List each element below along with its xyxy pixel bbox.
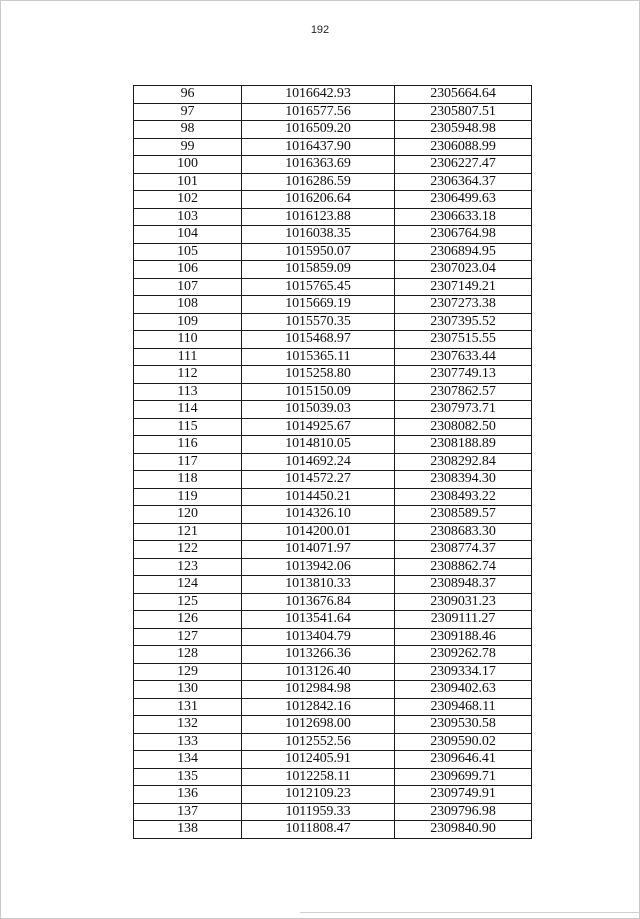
table-row [134,453,532,471]
y-coordinate-cell: 2308774.37 [395,541,532,559]
table-row [134,138,532,156]
point-number-cell: 103 [134,208,242,226]
point-number-cell: 110 [134,331,242,349]
x-coordinate-cell: 1015570.35 [242,313,395,331]
x-coordinate-cell: 1012984.98 [242,681,395,699]
table-row [134,733,532,751]
coordinates-table [133,85,532,839]
y-coordinate-cell: 2309334.17 [395,663,532,681]
y-coordinate-cell: 2308862.74 [395,558,532,576]
y-coordinate-cell: 2309188.46 [395,628,532,646]
table-row [134,541,532,559]
y-coordinate-cell: 2305664.64 [395,86,532,104]
y-coordinate-cell: 2307749.13 [395,366,532,384]
table-row [134,523,532,541]
y-coordinate-cell: 2307973.71 [395,401,532,419]
x-coordinate-cell: 1011959.33 [242,803,395,821]
table-row [134,436,532,454]
table-row [134,663,532,681]
table-row [134,191,532,209]
point-number-cell: 108 [134,296,242,314]
x-coordinate-cell: 1012109.23 [242,786,395,804]
point-number-cell: 134 [134,751,242,769]
table-row [134,751,532,769]
point-number-cell: 119 [134,488,242,506]
y-coordinate-cell: 2308292.84 [395,453,532,471]
x-coordinate-cell: 1012842.16 [242,698,395,716]
y-coordinate-cell: 2306764.98 [395,226,532,244]
x-coordinate-cell: 1011808.47 [242,821,395,839]
table-row [134,401,532,419]
point-number-cell: 131 [134,698,242,716]
table-row [134,821,532,839]
x-coordinate-cell: 1015150.09 [242,383,395,401]
x-coordinate-cell: 1015365.11 [242,348,395,366]
table-row [134,558,532,576]
table-row [134,226,532,244]
y-coordinate-cell: 2309840.90 [395,821,532,839]
coordinates-table-container [133,85,530,839]
point-number-cell: 128 [134,646,242,664]
x-coordinate-cell: 1015950.07 [242,243,395,261]
x-coordinate-cell: 1016363.69 [242,156,395,174]
point-number-cell: 126 [134,611,242,629]
table-row [134,331,532,349]
point-number-cell: 124 [134,576,242,594]
table-row [134,348,532,366]
y-coordinate-cell: 2308188.89 [395,436,532,454]
point-number-cell: 116 [134,436,242,454]
x-coordinate-cell: 1016642.93 [242,86,395,104]
x-coordinate-cell: 1013541.64 [242,611,395,629]
x-coordinate-cell: 1015039.03 [242,401,395,419]
x-coordinate-cell: 1016509.20 [242,121,395,139]
y-coordinate-cell: 2308394.30 [395,471,532,489]
point-number-cell: 112 [134,366,242,384]
y-coordinate-cell: 2307633.44 [395,348,532,366]
table-row [134,488,532,506]
table-row [134,506,532,524]
point-number-cell: 114 [134,401,242,419]
x-coordinate-cell: 1015468.97 [242,331,395,349]
y-coordinate-cell: 2309796.98 [395,803,532,821]
y-coordinate-cell: 2309530.58 [395,716,532,734]
x-coordinate-cell: 1014200.01 [242,523,395,541]
y-coordinate-cell: 2306633.18 [395,208,532,226]
table-row [134,313,532,331]
table-row [134,366,532,384]
y-coordinate-cell: 2309749.91 [395,786,532,804]
x-coordinate-cell: 1012552.56 [242,733,395,751]
point-number-cell: 129 [134,663,242,681]
point-number-cell: 121 [134,523,242,541]
x-coordinate-cell: 1012698.00 [242,716,395,734]
x-coordinate-cell: 1013810.33 [242,576,395,594]
x-coordinate-cell: 1016206.64 [242,191,395,209]
table-row [134,628,532,646]
y-coordinate-cell: 2307023.04 [395,261,532,279]
point-number-cell: 123 [134,558,242,576]
x-coordinate-cell: 1016286.59 [242,173,395,191]
x-coordinate-cell: 1014071.97 [242,541,395,559]
point-number-cell: 122 [134,541,242,559]
x-coordinate-cell: 1016123.88 [242,208,395,226]
table-row [134,593,532,611]
point-number-cell: 99 [134,138,242,156]
point-number-cell: 133 [134,733,242,751]
table-row [134,611,532,629]
y-coordinate-cell: 2308589.57 [395,506,532,524]
table-row [134,278,532,296]
y-coordinate-cell: 2306364.37 [395,173,532,191]
x-coordinate-cell: 1016577.56 [242,103,395,121]
point-number-cell: 137 [134,803,242,821]
table-row [134,208,532,226]
y-coordinate-cell: 2307273.38 [395,296,532,314]
table-row [134,698,532,716]
table-row [134,418,532,436]
table-row [134,716,532,734]
y-coordinate-cell: 2309699.71 [395,768,532,786]
y-coordinate-cell: 2309402.63 [395,681,532,699]
x-coordinate-cell: 1015765.45 [242,278,395,296]
point-number-cell: 102 [134,191,242,209]
y-coordinate-cell: 2306088.99 [395,138,532,156]
y-coordinate-cell: 2309468.11 [395,698,532,716]
table-row [134,768,532,786]
x-coordinate-cell: 1012405.91 [242,751,395,769]
point-number-cell: 120 [134,506,242,524]
point-number-cell: 104 [134,226,242,244]
point-number-cell: 97 [134,103,242,121]
point-number-cell: 96 [134,86,242,104]
coordinates-table-body [134,86,532,839]
y-coordinate-cell: 2305807.51 [395,103,532,121]
y-coordinate-cell: 2307395.52 [395,313,532,331]
table-row [134,383,532,401]
point-number-cell: 106 [134,261,242,279]
y-coordinate-cell: 2308082.50 [395,418,532,436]
table-row [134,786,532,804]
point-number-cell: 125 [134,593,242,611]
y-coordinate-cell: 2309031.23 [395,593,532,611]
y-coordinate-cell: 2308683.30 [395,523,532,541]
x-coordinate-cell: 1014810.05 [242,436,395,454]
table-row [134,121,532,139]
x-coordinate-cell: 1013126.40 [242,663,395,681]
y-coordinate-cell: 2306894.95 [395,243,532,261]
table-row [134,471,532,489]
y-coordinate-cell: 2308948.37 [395,576,532,594]
point-number-cell: 127 [134,628,242,646]
x-coordinate-cell: 1014925.67 [242,418,395,436]
x-coordinate-cell: 1016038.35 [242,226,395,244]
point-number-cell: 101 [134,173,242,191]
point-number-cell: 132 [134,716,242,734]
point-number-cell: 117 [134,453,242,471]
table-row [134,681,532,699]
table-row [134,296,532,314]
point-number-cell: 113 [134,383,242,401]
page-number: 192 [310,24,330,36]
y-coordinate-cell: 2307149.21 [395,278,532,296]
table-row [134,103,532,121]
y-coordinate-cell: 2307515.55 [395,331,532,349]
y-coordinate-cell: 2309590.02 [395,733,532,751]
x-coordinate-cell: 1014692.24 [242,453,395,471]
point-number-cell: 135 [134,768,242,786]
x-coordinate-cell: 1013942.06 [242,558,395,576]
x-coordinate-cell: 1015859.09 [242,261,395,279]
point-number-cell: 105 [134,243,242,261]
y-coordinate-cell: 2307862.57 [395,383,532,401]
x-coordinate-cell: 1015258.80 [242,366,395,384]
table-row [134,646,532,664]
x-coordinate-cell: 1016437.90 [242,138,395,156]
point-number-cell: 111 [134,348,242,366]
y-coordinate-cell: 2309111.27 [395,611,532,629]
table-row [134,261,532,279]
point-number-cell: 136 [134,786,242,804]
y-coordinate-cell: 2308493.22 [395,488,532,506]
point-number-cell: 100 [134,156,242,174]
x-coordinate-cell: 1015669.19 [242,296,395,314]
point-number-cell: 98 [134,121,242,139]
x-coordinate-cell: 1013404.79 [242,628,395,646]
x-coordinate-cell: 1014572.27 [242,471,395,489]
point-number-cell: 115 [134,418,242,436]
table-row [134,576,532,594]
y-coordinate-cell: 2306227.47 [395,156,532,174]
table-row [134,173,532,191]
table-row [134,803,532,821]
point-number-cell: 109 [134,313,242,331]
y-coordinate-cell: 2306499.63 [395,191,532,209]
table-row [134,86,532,104]
point-number-cell: 130 [134,681,242,699]
y-coordinate-cell: 2309262.78 [395,646,532,664]
y-coordinate-cell: 2309646.41 [395,751,532,769]
point-number-cell: 107 [134,278,242,296]
table-row [134,156,532,174]
point-number-cell: 138 [134,821,242,839]
table-row [134,243,532,261]
x-coordinate-cell: 1012258.11 [242,768,395,786]
y-coordinate-cell: 2305948.98 [395,121,532,139]
x-coordinate-cell: 1013676.84 [242,593,395,611]
point-number-cell: 118 [134,471,242,489]
x-coordinate-cell: 1014326.10 [242,506,395,524]
x-coordinate-cell: 1013266.36 [242,646,395,664]
bottom-rule [300,912,640,913]
x-coordinate-cell: 1014450.21 [242,488,395,506]
